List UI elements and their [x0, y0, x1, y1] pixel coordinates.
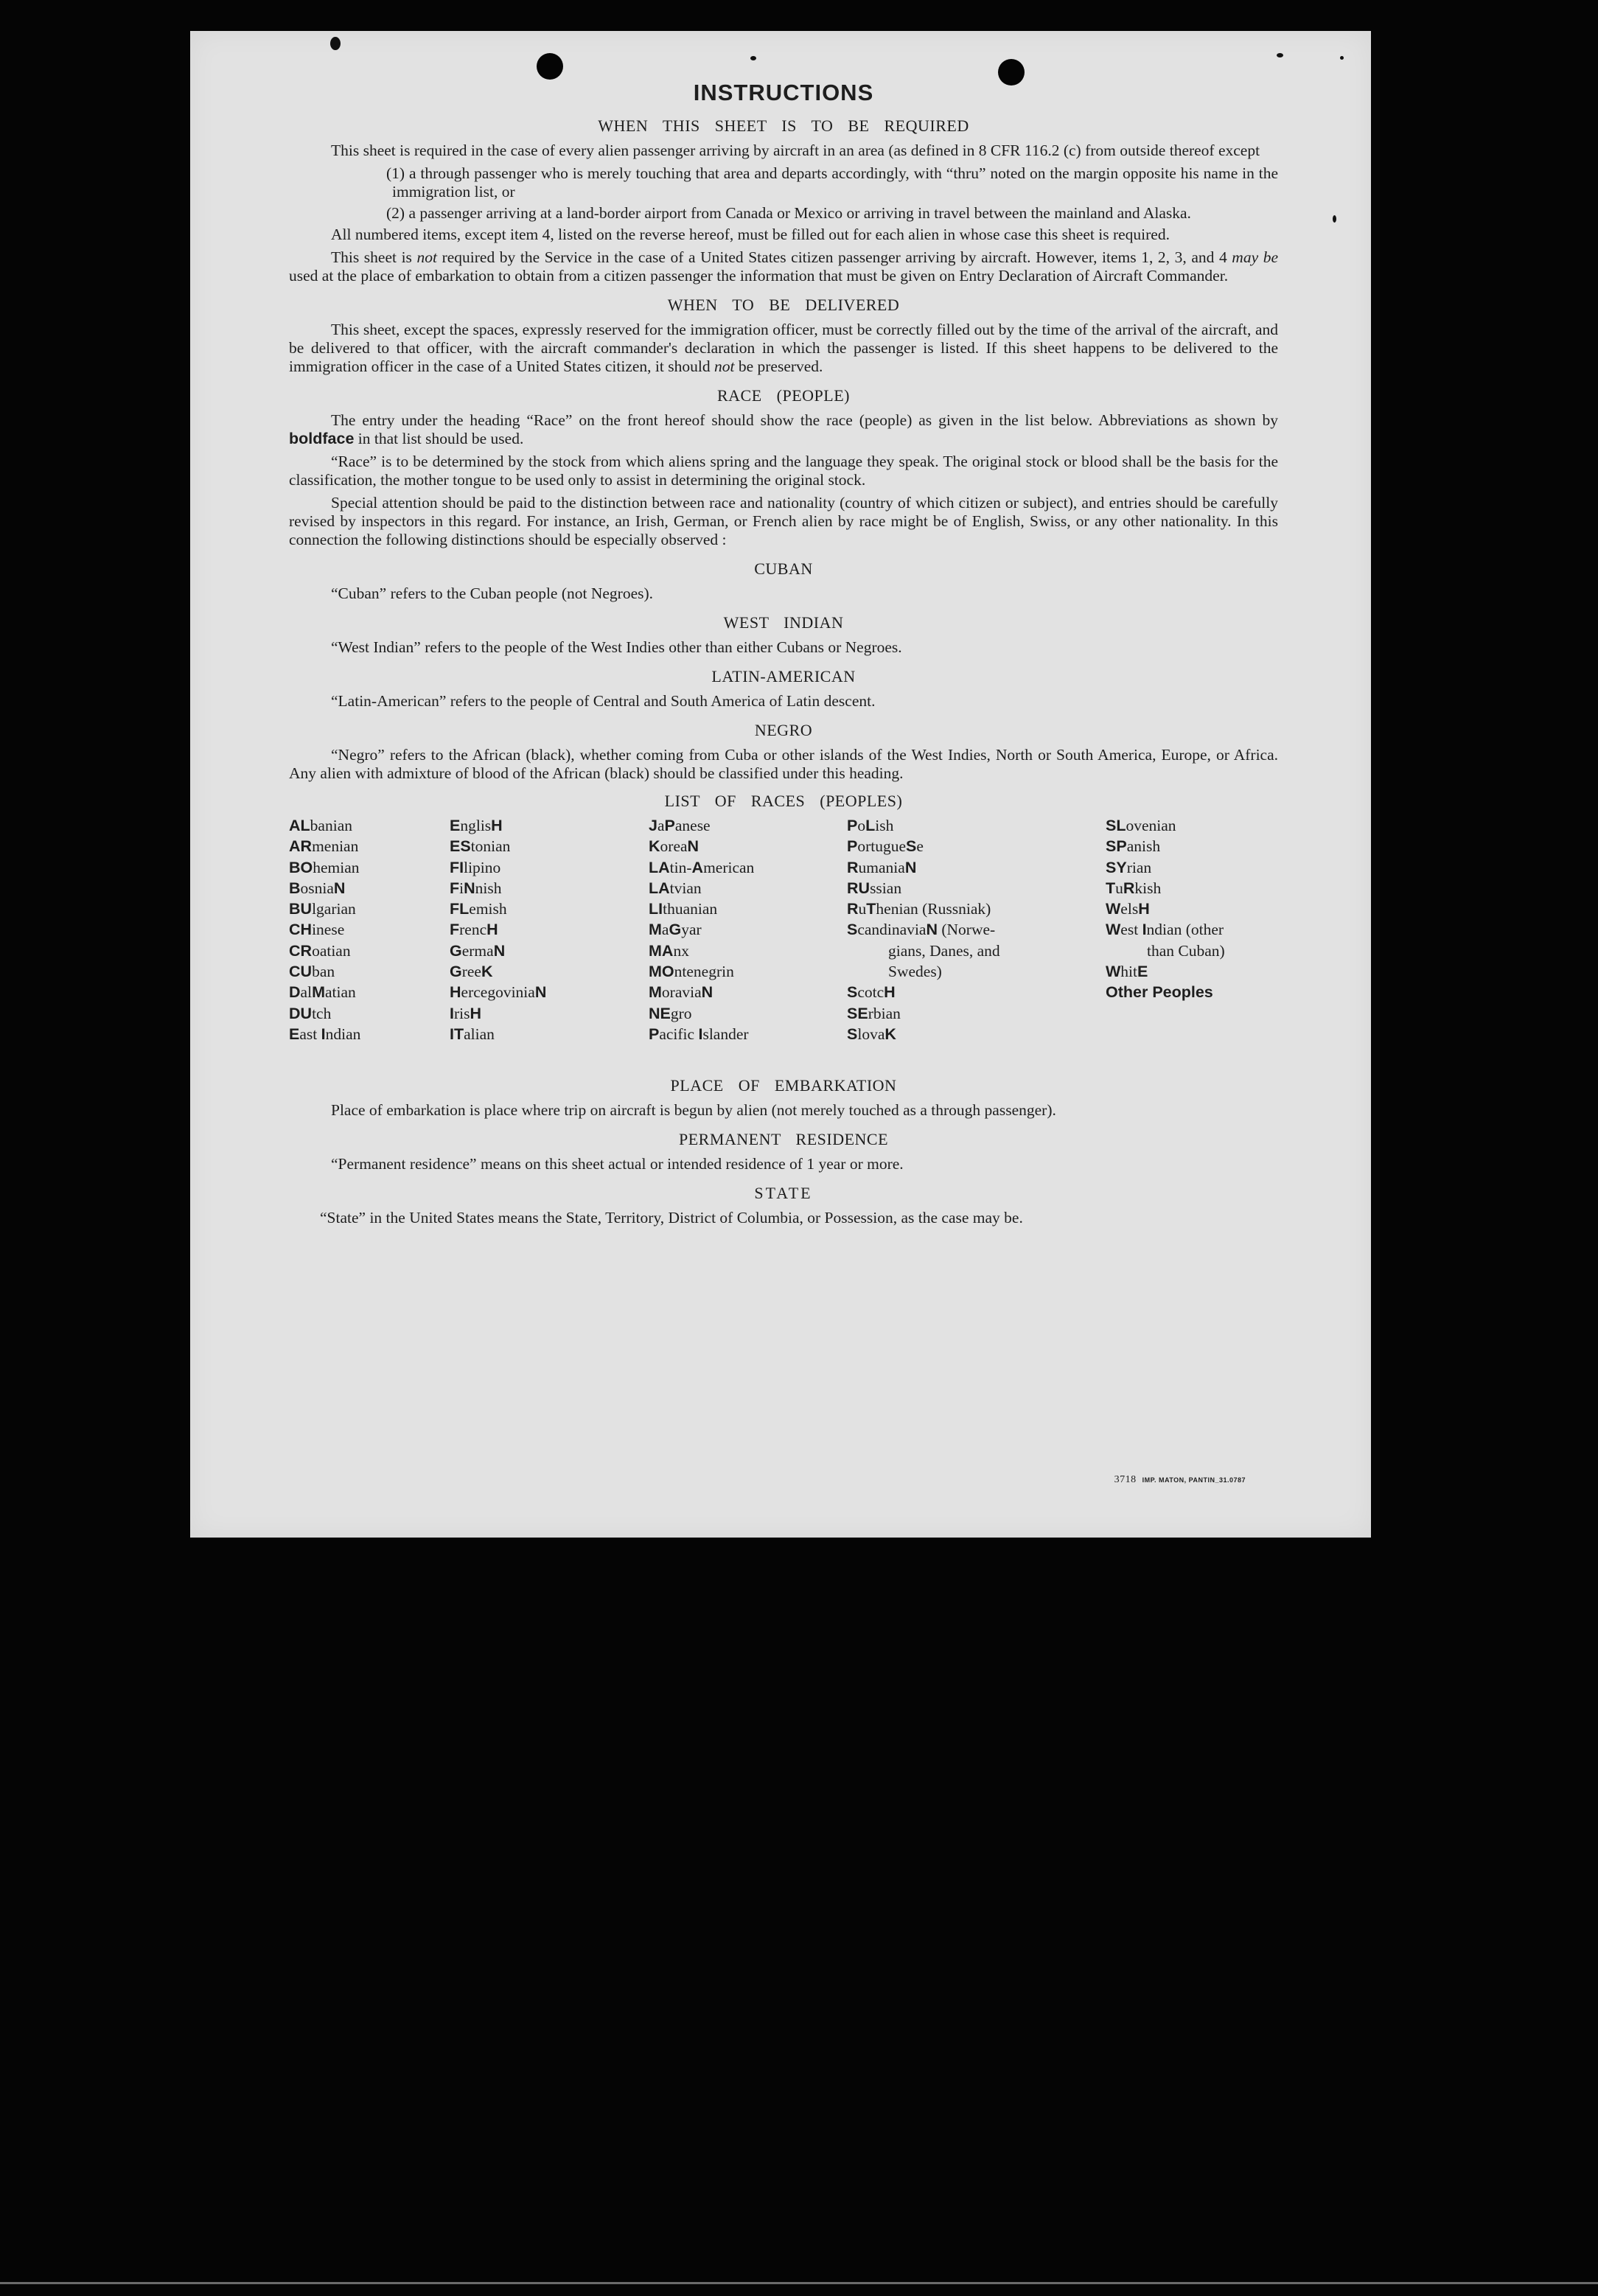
race-entry [450, 919, 546, 940]
text-run: than Cuban) [1147, 941, 1225, 960]
race-entry [1106, 941, 1225, 961]
abbreviation-letters: R [847, 858, 859, 876]
section-heading-state: STATE [754, 1184, 813, 1202]
race-entry [1106, 836, 1225, 856]
paragraph: “Permanent residence” means on this sheet actual or intended residence of 1 year or more. [331, 1155, 904, 1173]
abbreviation-letters: ES [450, 837, 471, 856]
abbreviation-letters: LA [649, 858, 670, 876]
text-run: ast [299, 1025, 321, 1043]
race-entry [847, 1024, 1000, 1044]
race-entry [649, 919, 754, 940]
text-run: menian [312, 837, 359, 856]
race-entry [450, 836, 546, 856]
race-entry [289, 1003, 360, 1024]
race-entry [1106, 815, 1225, 836]
section-heading-embarkation: PLACE OF EMBARKATION [670, 1076, 897, 1095]
abbreviation-letters: S [847, 983, 858, 1002]
printer-name: IMP. MATON, PANTIN_31.0787 [1142, 1476, 1246, 1484]
race-entry [847, 898, 1000, 919]
abbreviation-letters: LI [649, 900, 663, 918]
abbreviation-letters: SP [1106, 837, 1127, 856]
race-entry [289, 941, 360, 961]
text-run: anish [1126, 837, 1161, 856]
text-run: alian [464, 1025, 495, 1043]
section-heading-west-indian: WEST INDIAN [723, 613, 844, 632]
text-run: renc [459, 921, 487, 939]
paragraph: All numbered items, except item 4, listed on the reverse hereof, must be filled out for each alien in whose case this sheet is required. [331, 226, 1170, 243]
text-run: henian (Russniak) [876, 900, 991, 918]
abbreviation-letters: CU [289, 963, 313, 981]
abbreviation-letters: K [885, 1025, 896, 1043]
text-run: emish [469, 900, 507, 918]
races-column-1 [289, 815, 360, 1044]
abbreviation-letters: K [481, 963, 493, 981]
abbreviation-letters: S [906, 837, 917, 856]
race-entry [649, 1003, 754, 1024]
abbreviation-letters: SL [1106, 817, 1126, 834]
abbreviation-letters: F [450, 921, 460, 939]
abbreviation-letters: N [333, 879, 346, 897]
abbreviation-letters: NE [649, 1004, 671, 1022]
abbreviation-letters: N [464, 879, 475, 897]
text-run: hit [1120, 963, 1137, 981]
text-run: hemian [313, 858, 360, 876]
text-run: a [661, 921, 669, 939]
abbreviation-letters: DU [289, 1004, 313, 1022]
text-run: umania [858, 858, 905, 876]
abbreviation-letters: G [669, 921, 682, 939]
text-run: cotc [857, 983, 885, 1002]
text-run: ovenian [1126, 817, 1176, 834]
text-run: in that list should be used. [354, 430, 524, 447]
text-run: ercegovinia [461, 983, 535, 1002]
paragraph: Place of embarkation is place where trip on aircraft is begun by alien (not merely touched as a through passenger). [331, 1101, 1056, 1119]
abbreviation-letters: SE [847, 1004, 868, 1022]
races-column-5 [1106, 815, 1225, 1003]
paragraph: “Latin-American” refers to the people of Central and South America of Latin descent. [331, 692, 876, 710]
race-entry [847, 857, 1000, 878]
abbreviation-letters: AL [289, 817, 310, 834]
text-run: used at the place of embarkation to obtain from a citizen passenger the information that must be given on Entry Declaration of Aircraft Commander. [289, 267, 1229, 285]
text-run: required by the Service in the case of a United States citizen passenger arriving by aircraft. However, items 1, 2, 3, and 4 [436, 248, 1232, 266]
abbreviation-letters: J [649, 817, 657, 834]
text-run: ssian [870, 879, 902, 897]
text-run: anese [674, 817, 711, 834]
ink-speck [330, 37, 341, 50]
abbreviation-letters: E [1137, 963, 1148, 981]
text-run: ris [453, 1004, 470, 1022]
abbreviation-letters: R [1123, 879, 1135, 897]
race-entry [289, 898, 360, 919]
race-entry [450, 898, 546, 919]
abbreviation-letters: H [491, 817, 503, 834]
abbreviation-letters: BU [289, 900, 313, 918]
paragraph: “Race” is to be determined by the stock from which aliens spring and the language they speak. The original stock or blood shall be the basis for the classification, the mother tongue to be used only to assist in determining the original stock. [289, 453, 1278, 489]
race-entry [289, 1024, 360, 1044]
race-entry [289, 961, 360, 982]
race-entry [847, 982, 1000, 1002]
race-entry [1106, 878, 1225, 898]
text-run: yar [681, 921, 702, 939]
text-run: slander [702, 1025, 749, 1043]
text-run: thuanian [663, 900, 718, 918]
race-entry [450, 961, 546, 982]
text-run: e [916, 837, 924, 856]
race-entry [1106, 961, 1225, 982]
race-entry [450, 982, 546, 1002]
text-run: merican [703, 858, 755, 876]
race-entry [450, 941, 546, 961]
race-entry [649, 982, 754, 1002]
text-run: ortugue [857, 837, 907, 856]
text-run: ndian (other [1146, 921, 1224, 939]
text-run: ntenegrin [674, 963, 734, 981]
text-run: i [459, 879, 464, 897]
text-run: (Norwe- [938, 921, 996, 939]
italic-text: may be [1232, 248, 1278, 266]
text-run: ban [312, 963, 335, 981]
race-entry [1106, 982, 1225, 1002]
race-entry [1106, 898, 1225, 919]
abbreviation-letters: CR [289, 941, 313, 960]
abbreviation-letters: E [450, 817, 461, 834]
abbreviation-letters: AR [289, 837, 313, 856]
italic-text: not [713, 357, 735, 375]
abbreviation-letters: I [1142, 921, 1147, 939]
text-run: u [1115, 879, 1123, 897]
race-entry [289, 982, 360, 1002]
race-entry [450, 878, 546, 898]
text-run: This sheet, except the spaces, expressly reserved for the immigration officer, must be correctly filled out by the time of the arrival of the aircraft, and be delivered to that officer, with the aircraft commander's declaration in which the passenger is listed. If this sheet happens to be delivered to the immigration officer in the case of a United States citizen, it should [289, 321, 1278, 375]
abbreviation-letters: M [649, 921, 662, 939]
abbreviation-letters: G [450, 941, 462, 960]
race-entry [649, 836, 754, 856]
text-run: tvian [669, 879, 702, 897]
text-run: ish [875, 817, 894, 834]
text-run: nx [673, 941, 689, 960]
abbreviation-letters: FL [450, 900, 470, 918]
race-entry [847, 836, 1000, 856]
abbreviation-letters: H [486, 921, 498, 939]
text-run: lipino [464, 858, 501, 876]
race-entry [450, 857, 546, 878]
abbreviation-letters: I [698, 1025, 703, 1043]
text-run: nglis [460, 817, 492, 834]
race-entry [847, 941, 1000, 961]
race-entry [649, 815, 754, 836]
abbreviation-letters: S [847, 1025, 858, 1043]
races-column-2 [450, 815, 546, 1044]
abbreviation-letters: W [1106, 963, 1121, 981]
abbreviation-letters: H [470, 1004, 482, 1022]
paragraph: “West Indian” refers to the people of the West Indies other than either Cubans or Negroes. [331, 638, 902, 656]
italic-text: not [416, 248, 437, 266]
abbreviation-letters: N [926, 921, 938, 939]
text-run: atian [324, 983, 356, 1002]
paragraph: “State” in the United States means the State, Territory, District of Columbia, or Possession, as the case may be. [320, 1209, 1023, 1226]
abbreviation-letters: N [701, 983, 713, 1002]
text-run: o [857, 817, 866, 834]
document-sheet [190, 31, 1371, 1538]
abbreviation-letters: P [847, 817, 858, 834]
abbreviation-letters: H [1138, 900, 1150, 918]
abbreviation-letters: P [649, 1025, 660, 1043]
exception-item-1: (1) a through passenger who is merely touching that area and departs accordingly, with “thru” noted on the margin opposite his name in the immigration list, or [386, 164, 1278, 200]
abbreviation-letters: I [450, 1004, 454, 1022]
abbreviation-letters: W [1106, 900, 1121, 918]
text-run: orea [660, 837, 688, 856]
text-run: ndian [325, 1025, 361, 1043]
text-run: Swedes) [888, 963, 942, 981]
section-heading-residence: PERMANENT RESIDENCE [678, 1130, 889, 1148]
abbreviation-letters: M [312, 983, 325, 1002]
abbreviation-letters: F [450, 879, 460, 897]
race-entry [289, 919, 360, 940]
abbreviation-letters: A [691, 858, 704, 876]
race-entry [649, 857, 754, 878]
paragraph: “Negro” refers to the African (black), whether coming from Cuba or other islands of the West Indies, North or South America, Europe, or Africa. Any alien with admixture of blood of the African (black) should be classified under this heading. [289, 746, 1278, 782]
abbreviation-letters: SY [1106, 858, 1127, 876]
text-run: lgarian [312, 900, 356, 918]
abbreviation-letters: H [450, 983, 461, 1002]
race-entry [289, 857, 360, 878]
text-run: tch [312, 1004, 332, 1022]
section-heading-negro: NEGRO [754, 721, 813, 739]
race-entry [649, 961, 754, 982]
races-column-3 [649, 815, 754, 1044]
abbreviation-letters: G [450, 963, 462, 981]
text-run: The entry under the heading “Race” on the front hereof should show the race (people) as given in the list below. Abbreviations as shown by [331, 411, 1278, 429]
abbreviation-letters: N [687, 837, 699, 856]
abbreviation-letters: MA [649, 941, 674, 960]
abbreviation-letters: N [904, 858, 917, 876]
abbreviation-letters: N [534, 983, 547, 1002]
race-entry [847, 919, 1000, 940]
race-entry [847, 961, 1000, 982]
abbreviation-letters: BO [289, 858, 313, 876]
page-title: INSTRUCTIONS [693, 80, 874, 105]
form-number: 3718 [1114, 1474, 1137, 1485]
abbreviation-letters: D [289, 983, 301, 1002]
text-run: al [300, 983, 313, 1002]
paragraph [289, 321, 1278, 376]
printer-imprint [1114, 1474, 1246, 1486]
race-entry [847, 878, 1000, 898]
text-run: candinavia [857, 921, 927, 939]
abbreviation-letters: B [289, 879, 301, 897]
race-entry [289, 836, 360, 856]
race-entry [1106, 857, 1225, 878]
text-run: u [858, 900, 867, 918]
section-heading-delivered: WHEN TO BE DELIVERED [667, 296, 900, 314]
scan-border-line [0, 2282, 1598, 2284]
text-run: els [1120, 900, 1139, 918]
abbreviation-letters: E [289, 1025, 300, 1043]
abbreviation-letters: FI [450, 858, 464, 876]
race-entry [649, 878, 754, 898]
abbreviation-letters: R [847, 900, 859, 918]
text-run: be preserved. [734, 357, 823, 375]
abbreviation-letters: I [321, 1025, 326, 1043]
paragraph [289, 248, 1278, 285]
abbreviation-letters: IT [450, 1025, 464, 1043]
abbreviation-letters: S [847, 921, 858, 939]
race-entry [847, 1003, 1000, 1024]
race-entry [649, 898, 754, 919]
text-run: est [1120, 921, 1142, 939]
text-run: gro [670, 1004, 692, 1022]
race-entry [847, 815, 1000, 836]
ink-speck [750, 56, 756, 60]
text-run: kish [1134, 879, 1162, 897]
paragraph: This sheet is required in the case of every alien passenger arriving by aircraft in an area (as defined in 8 CFR 116.2 (c) from outside thereof except [331, 142, 1260, 159]
race-entry [1106, 919, 1225, 940]
text-run: tonian [470, 837, 511, 856]
race-entry [649, 941, 754, 961]
abbreviation-letters: T [1106, 879, 1116, 897]
race-entry [450, 1024, 546, 1044]
abbreviation-letters: MO [649, 963, 674, 981]
ink-speck [1333, 215, 1336, 223]
ink-speck [1277, 53, 1283, 57]
races-list [289, 815, 1278, 1066]
boldface-word: boldface [289, 430, 355, 447]
text-run: ree [461, 963, 481, 981]
section-heading-cuban: CUBAN [754, 559, 813, 578]
abbreviation-letters: W [1106, 921, 1121, 939]
exception-item-2: (2) a passenger arriving at a land-border airport from Canada or Mexico or arriving in travel between the mainland and Alaska. [386, 204, 1191, 222]
abbreviation-letters: LA [649, 879, 670, 897]
abbreviation-letters: M [649, 983, 662, 1002]
abbreviation-letters: P [664, 817, 675, 834]
text-run: gians, Danes, and [888, 941, 1000, 960]
text-run: erma [461, 941, 494, 960]
race-entry [450, 815, 546, 836]
abbreviation-letters: N [493, 941, 506, 960]
section-heading-latin-american: LATIN-AMERICAN [711, 667, 856, 685]
instructions-content [289, 80, 1278, 1232]
race-entry [649, 1024, 754, 1044]
text-run: inese [312, 921, 345, 939]
text-run: banian [310, 817, 352, 834]
abbreviation-letters: K [649, 837, 660, 856]
paragraph [289, 411, 1278, 448]
paragraph: “Cuban” refers to the Cuban people (not Negroes). [331, 585, 654, 602]
section-heading-races-list: LIST OF RACES (PEOPLES) [664, 792, 903, 810]
race-entry [289, 815, 360, 836]
abbreviation-letters: Other Peoples [1106, 983, 1213, 1002]
section-heading-race: RACE (PEOPLE) [717, 386, 850, 405]
text-run: a [657, 817, 665, 834]
text-run: acific [659, 1025, 699, 1043]
section-heading-required: WHEN THIS SHEET IS TO BE REQUIRED [598, 116, 969, 135]
text-run: lova [857, 1025, 885, 1043]
text-run: rbian [868, 1004, 901, 1022]
ink-speck [1340, 56, 1344, 60]
abbreviation-letters: RU [847, 879, 870, 897]
text-run: osnia [300, 879, 334, 897]
race-entry [450, 1003, 546, 1024]
abbreviation-letters: T [866, 900, 876, 918]
text-run: This sheet is [331, 248, 417, 266]
abbreviation-letters: H [884, 983, 896, 1002]
text-run: oatian [312, 941, 351, 960]
paragraph: Special attention should be paid to the distinction between race and nationality (country of which citizen or subject), and entries should be carefully revised by inspectors in this regard. For instance, an Irish, German, or French alien by race might be of English, Swiss, or any other nationality. In this connection the following distinctions should be especially observed : [289, 494, 1278, 548]
text-run: tin- [669, 858, 692, 876]
punch-hole-left [537, 53, 563, 80]
race-entry [289, 878, 360, 898]
text-run: nish [475, 879, 502, 897]
text-run: rian [1126, 858, 1152, 876]
races-column-4 [847, 815, 1000, 1044]
abbreviation-letters: CH [289, 921, 313, 939]
abbreviation-letters: L [865, 817, 876, 834]
text-run: oravia [661, 983, 702, 1002]
abbreviation-letters: P [847, 837, 858, 856]
